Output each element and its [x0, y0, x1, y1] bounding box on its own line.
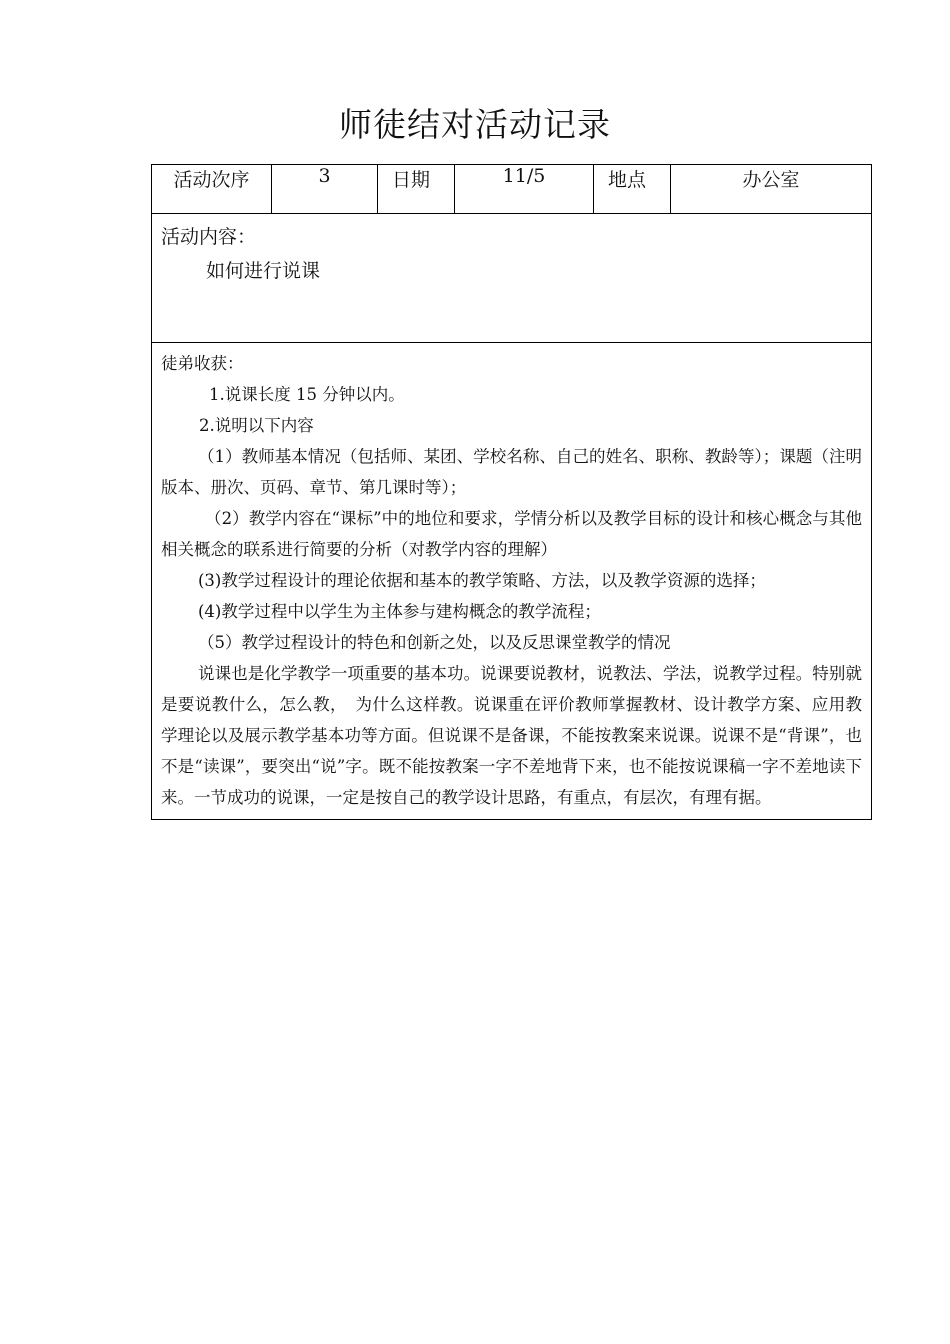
header-row: [152, 165, 872, 214]
date-label: 日期: [378, 165, 455, 214]
page-title: 师徒结对活动记录: [339, 105, 611, 144]
seq-label: 活动次序: [152, 165, 272, 214]
gains-item: 说课也是化学教学一项重要的基本功。说课要说教材，说教法、学法，说教学过程。特别就是要说教什么，怎么教， 为什么这样教。说课重在评价教师掌握教材、设计教学方案、应用教学理论以及展示教学基本功等方面。但说课不是备课，不能按教案来说课。说课不是“背课”，也不是“读课”，要突出“说”字。既不能按教案一字不差地背下来，也不能按说课稿一字不差地读下来。一节成功的说课，一定是按自己的教学设计思路，有重点，有层次，有理有据。: [161, 664, 862, 807]
gains-label: 徒弟收获：: [161, 354, 244, 373]
content-row: [152, 214, 872, 343]
gains-item: （2）教学内容在“课标”中的地位和要求，学情分析以及教学目标的设计和核心概念与其他相关概念的联系进行简要的分析（对教学内容的理解）: [161, 509, 862, 559]
content-label: 活动内容：: [161, 226, 257, 248]
date-value: 11/5: [455, 165, 594, 214]
gains-item: (4)教学过程中以学生为主体参与建构概念的教学流程；: [198, 602, 601, 621]
gains-cell: [152, 343, 872, 820]
seq-value: 3: [272, 165, 378, 214]
gains-item: 1.说课长度 15 分钟以内。: [209, 385, 405, 404]
gains-item: （5）教学过程设计的特色和创新之处，以及反思课堂教学的情况: [198, 633, 671, 652]
activity-record-table: [151, 164, 872, 820]
content-cell: [152, 214, 872, 343]
gains-row: [152, 343, 872, 820]
gains-item: 2.说明以下内容: [199, 416, 314, 435]
gains-item: （1）教师基本情况（包括师、某团、学校名称、自己的姓名、职称、教龄等）；课题（注明版本、册次、页码、章节、第几课时等）；: [161, 447, 862, 497]
place-label: 地点: [594, 165, 671, 214]
place-value: 办公室: [671, 165, 872, 214]
content-text: 如何进行说课: [206, 260, 321, 282]
gains-item: (3)教学过程设计的理论依据和基本的教学策略、方法，以及教学资源的选择；: [198, 571, 766, 590]
